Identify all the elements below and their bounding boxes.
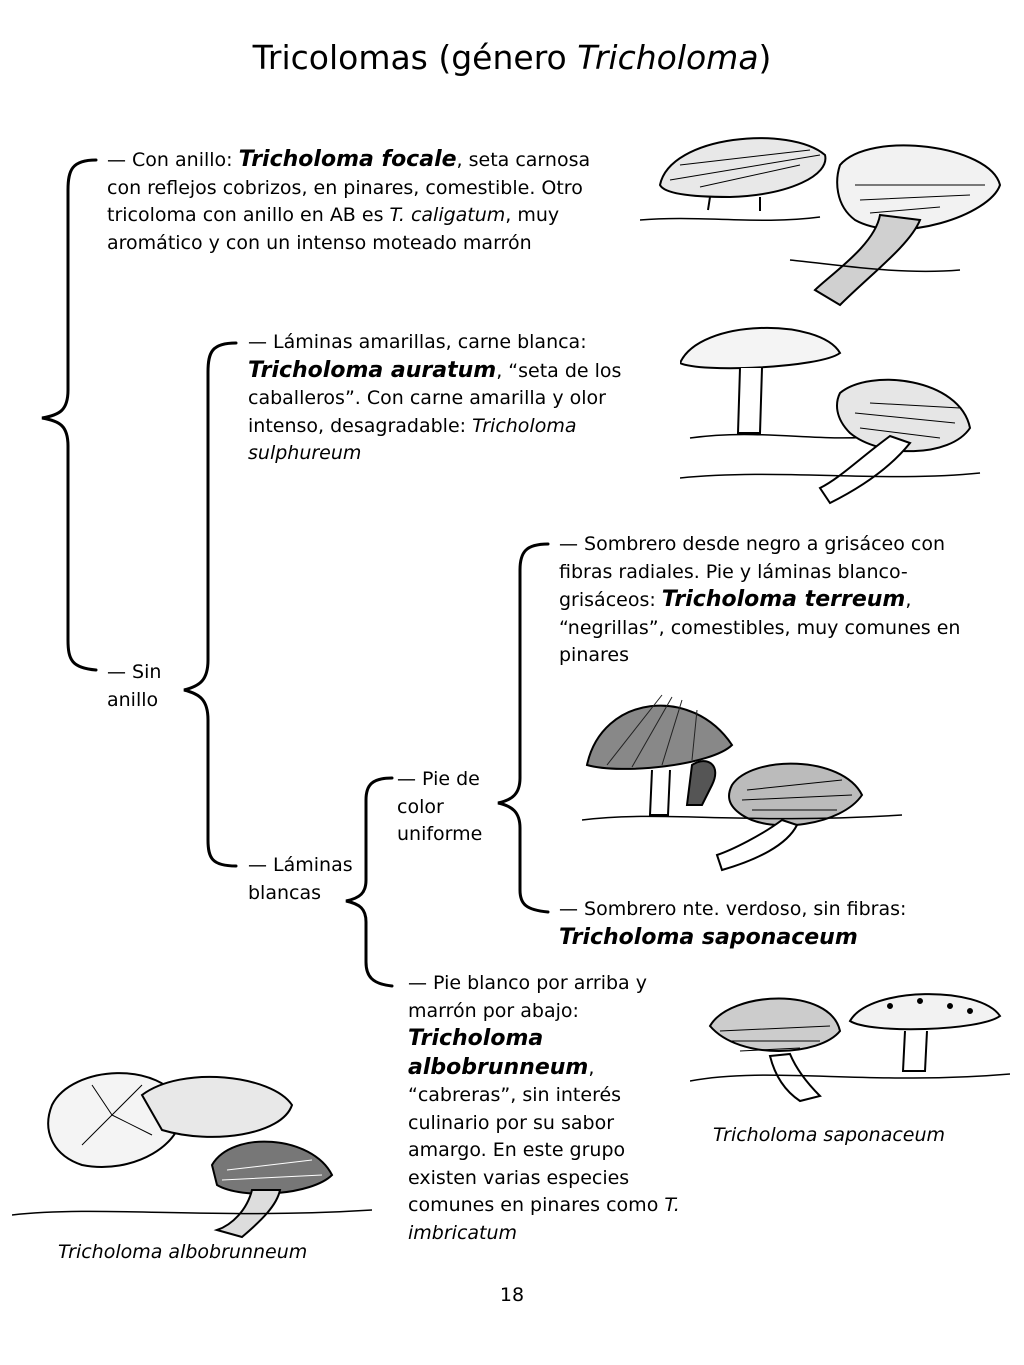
- caption-albobrunneum: Tricholoma albobrunneum: [58, 1241, 308, 1263]
- illustration-saponaceum: [690, 986, 1010, 1116]
- brace-level-2: [184, 343, 236, 866]
- illustration-terreum: [582, 685, 912, 875]
- page-number: 18: [499, 1284, 525, 1306]
- caption-saponaceum: Tricholoma saponaceum: [713, 1124, 946, 1146]
- illustration-focale: [640, 125, 1010, 310]
- illustration-albobrunneum: [12, 1045, 372, 1240]
- key-auratum: — Láminas amarillas, carne blanca: Tricholoma auratum, “seta de los caballeros”. Con carne amarilla y olor intenso, desagradable: Tricholoma sulphureum: [248, 331, 622, 464]
- key-terreum: — Sombrero desde negro a grisáceo con fibras radiales. Pie y láminas blanco-grisáceos: Tricholoma terreum, “negrillas”, comestibles, muy comunes en pinares: [559, 533, 961, 666]
- key-albobrunneum: — Pie blanco por arriba y marrón por abajo: Tricholoma albobrunneum, “cabreras”, sin interés culinario por su sabor amargo. En este grupo existen varias especies comunes en pinares como T. imbricatum: [408, 972, 680, 1244]
- brace-level-4: [498, 544, 548, 912]
- key-focale: — Con anillo: Tricholoma focale, seta carnosa con reflejos cobrizos, en pinares, comestible. Otro tricoloma con anillo en AB es T. caligatum, muy aromático y con un intenso moteado marrón: [107, 147, 591, 254]
- key-laminas-blancas: — Láminas blancas: [248, 854, 353, 904]
- page-title: Tricolomas (género Tricholoma): [252, 38, 772, 77]
- key-sin-anillo: — Sin anillo: [107, 661, 162, 711]
- brace-level-1: [42, 160, 96, 670]
- key-saponaceum: — Sombrero nte. verdoso, sin fibras: Tricholoma saponaceum: [559, 898, 907, 950]
- key-pie-uniforme: — Pie de color uniforme: [397, 768, 483, 845]
- illustration-auratum: [680, 318, 990, 513]
